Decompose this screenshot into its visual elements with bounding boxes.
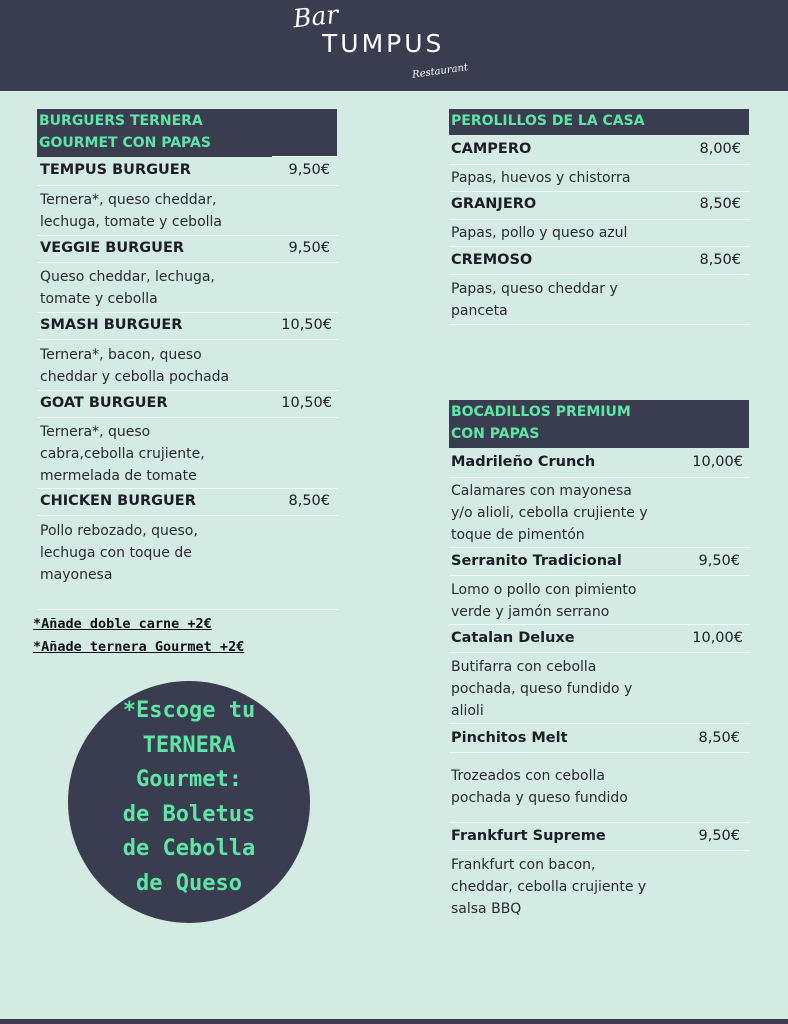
menu-item-price: 8,00€ [699,141,741,157]
menu-item-price: 9,50€ [698,553,740,569]
menu-item-name: TEMPUS BURGUER [40,162,191,178]
menu-item-price: 10,00€ [692,630,743,646]
menu-item-name: GOAT BURGUER [40,395,168,411]
menu-item-name: Madrileño Crunch [451,454,596,470]
divider [37,339,338,340]
menu-item-description: Butifarra con cebolla pochada, queso fundido y alioli [451,659,633,719]
burgers-title-line1: BURGUERS TERNERA [39,113,203,129]
menu-item-price: 9,50€ [288,240,330,256]
menu-item-price: 9,50€ [698,828,740,844]
divider [37,235,338,236]
divider [449,547,749,548]
menu-item-description: Lomo o pollo con pimiento verde y jamón serrano [451,582,637,620]
divider [37,312,338,313]
header-banner [0,0,788,91]
logo-name: TUMPUS [322,29,445,58]
divider [37,417,338,418]
divider [449,624,749,625]
menu-item-description: Ternera*, bacon, queso cheddar y cebolla pochada [40,347,230,385]
menu-item-price: 9,50€ [288,162,330,178]
divider [449,324,749,325]
promo-text: *Escoge tu TERNERA Gourmet: de Boletus de Cebolla de Queso [122,698,256,896]
divider [449,219,749,220]
menu-item-name: VEGGIE BURGUER [40,240,185,256]
menu-item-description: Papas, queso cheddar y panceta [451,281,618,319]
extra-note: *Añade ternera Gourmet +2€ [33,639,245,655]
bocadillos-title-line1: BOCADILLOS PREMIUM [451,404,631,420]
menu-item-name: CREMOSO [451,252,533,268]
menu-item-name: Pinchitos Melt [451,730,568,746]
menu-item-price: 8,50€ [288,493,330,509]
divider [37,185,338,186]
divider [37,609,338,610]
menu-item-name: SMASH BURGUER [40,317,183,333]
divider [449,723,749,724]
extra-note: *Añade doble carne +2€ [33,616,212,632]
divider [449,246,749,247]
menu-item-name: CAMPERO [451,141,532,157]
burgers-title-line2: GOURMET CON PAPAS [39,135,211,151]
menu-item-price: 8,50€ [698,730,740,746]
footer-bar [0,1019,788,1024]
menu-item-description: Queso cheddar, lechuga, tomate y cebolla [40,269,215,307]
divider [449,752,749,753]
divider [449,477,749,478]
divider [37,488,338,489]
menu-item-name: Serranito Tradicional [451,553,622,569]
divider [449,850,749,851]
divider [449,822,749,823]
menu-item-price: 8,50€ [699,196,741,212]
logo-subtitle: Restaurant [411,62,469,81]
burgers-section-title [37,109,337,157]
menu-item-name: GRANJERO [451,196,537,212]
divider [37,262,338,263]
menu-item-description: Calamares con mayonesa y/o alioli, cebolla crujiente y toque de pimentón [451,483,648,543]
logo-bar-text: Bar [291,0,340,34]
divider [272,156,338,157]
menu-item-description: Papas, pollo y queso azul [451,225,628,241]
menu-item-description: Pollo rebozado, queso, lechuga con toque de mayonesa [40,523,198,583]
divider [449,191,749,192]
menu-item-price: 10,00€ [692,454,743,470]
divider [449,274,749,275]
perolillos-section-title: PEROLILLOS DE LA CASA [449,109,749,135]
menu-item-description: Trozeados con cebolla pochada y queso fundido [451,768,628,806]
menu-item-description: Papas, huevos y chistorra [451,170,631,186]
menu-item-description: Ternera*, queso cabra,cebolla crujiente, mermelada de tomate [40,424,205,484]
menu-item-name: CHICKEN BURGUER [40,493,196,509]
menu-item-price: 10,50€ [281,395,332,411]
divider [449,652,749,653]
menu-item-price: 8,50€ [699,252,741,268]
menu-item-price: 10,50€ [281,317,332,333]
menu-item-description: Ternera*, queso cheddar, lechuga, tomate y cebolla [40,192,222,230]
menu-item-name: Frankfurt Supreme [451,828,606,844]
divider [449,164,749,165]
divider [37,515,338,516]
bocadillos-section-title [449,400,749,448]
bocadillos-title-line2: CON PAPAS [451,426,540,442]
divider [449,575,749,576]
menu-item-description: Frankfurt con bacon, cheddar, cebolla crujiente y salsa BBQ [451,857,647,917]
divider [37,390,338,391]
menu-item-name: Catalan Deluxe [451,630,575,646]
